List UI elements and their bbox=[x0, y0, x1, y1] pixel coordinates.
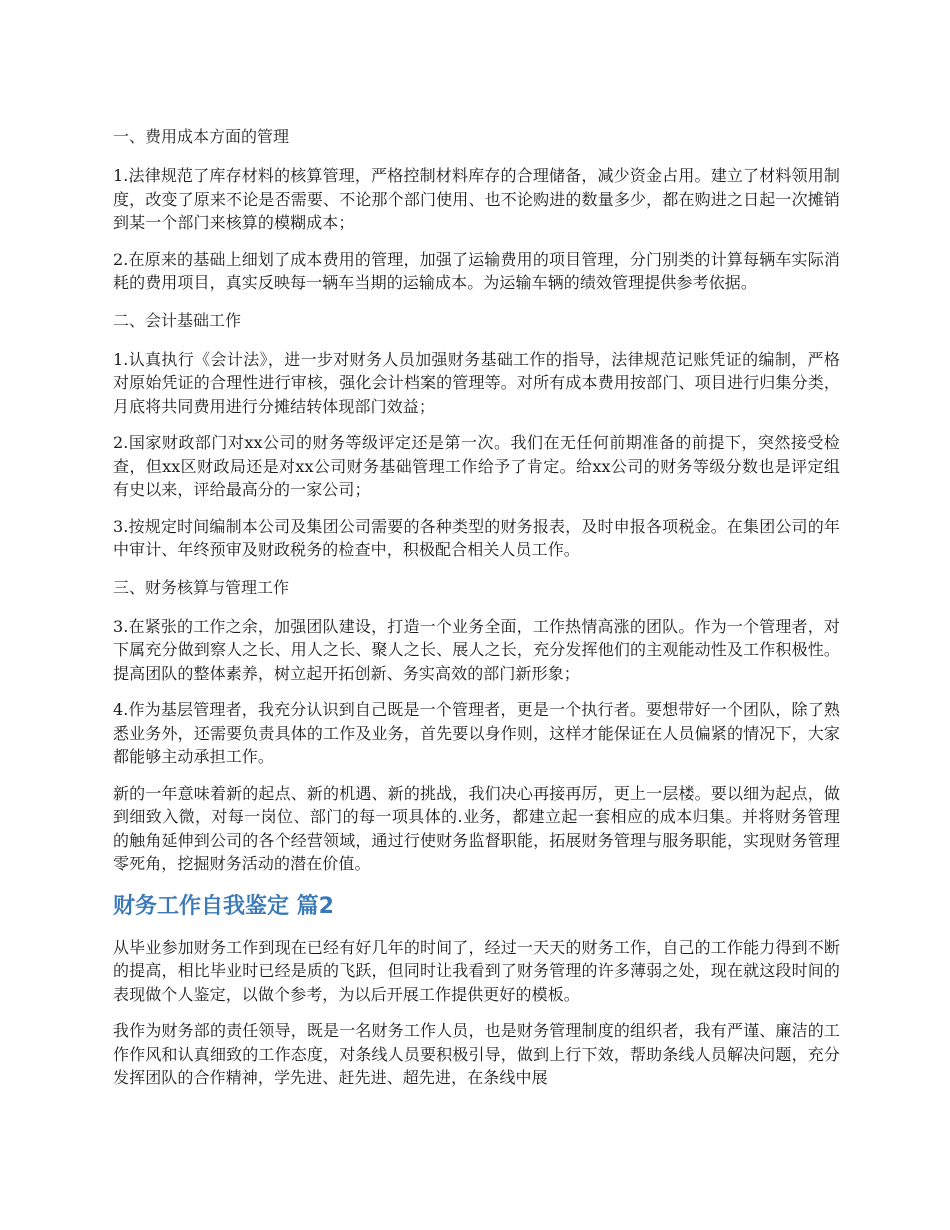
paragraph: 2.国家财政部门对xx公司的财务等级评定还是第一次。我们在无任何前期准备的前提下，突然接受检查，但xx区财政局还是对xx公司财务基础管理工作给予了肯定。给xx公司的财务等级分数也是评定组有史以来，评给最高分的一家公司； bbox=[113, 433, 840, 499]
paragraph: 3.按规定时间编制本公司及集团公司需要的各种类型的财务报表，及时申报各项税金。在集团公司的年中审计、年终预审及财政税务的检查中，积极配合相关人员工作。 bbox=[113, 516, 840, 559]
paragraph: 4.作为基层管理者，我充分认识到自己既是一个管理者，更是一个执行者。要想带好一个团队，除了熟悉业务外，还需要负责具体的工作及业务，首先要以身作则，这样才能保证在人员偏紧的情况下，大家都能够主动承担工作。 bbox=[113, 700, 840, 766]
article-title: 财务工作自我鉴定 篇2 bbox=[113, 893, 334, 919]
paragraph: 1.认真执行《会计法》，进一步对财务人员加强财务基础工作的指导，法律规范记账凭证的编制，严格对原始凭证的合理性进行审核，强化会计档案的管理等。对所有成本费用按部门、项目进行归集分类，月底将共同费用进行分摊结转体现部门效益； bbox=[113, 349, 840, 416]
section-heading-finance-accounting: 三、财务核算与管理工作 bbox=[113, 577, 290, 597]
paragraph: 新的一年意味着新的起点、新的机遇、新的挑战，我们决心再接再厉，更上一层楼。要以细为起点，做到细致入微，对每一岗位、部门的每一项具体的.业务，都建立起一套相应的成本归集。并将财务管理的触角延伸到公司的各个经营领域，通过行使财务监督职能，拓展财务管理与服务职能，实现财务管理零死角，挖掘财务活动的潜在价值。 bbox=[113, 783, 840, 873]
section-heading-accounting-basics: 二、会计基础工作 bbox=[113, 310, 242, 330]
paragraph: 2.在原来的基础上细划了成本费用的管理，加强了运输费用的项目管理，分门别类的计算每辆车实际消耗的费用项目，真实反映每一辆车当期的运输成本。为运输车辆的绩效管理提供参考依据。 bbox=[113, 249, 840, 292]
paragraph: 从毕业参加财务工作到现在已经有好几年的时间了，经过一天天的财务工作，自己的工作能力得到不断的提高，相比毕业时已经是质的飞跃，但同时让我看到了财务管理的许多薄弱之处，现在就这段时间的表现做个人鉴定，以做个参考，为以后开展工作提供更好的模板。 bbox=[113, 937, 840, 1004]
paragraph: 1.法律规范了库存材料的核算管理，严格控制材料库存的合理储备，减少资金占用。建立了材料领用制度，改变了原来不论是否需要、不论那个部门使用、也不论购进的数量多少，都在购进之日起一次摊销到某一个部门来核算的模糊成本； bbox=[113, 166, 840, 232]
section-heading-cost-management: 一、费用成本方面的管理 bbox=[113, 127, 290, 146]
document-page bbox=[113, 124, 840, 1103]
paragraph: 我作为财务部的责任领导，既是一名财务工作人员，也是财务管理制度的组织者，我有严谨、廉洁的工作作风和认真细致的工作态度，对条线人员要积极引导，做到上行下效，帮助条线人员解决问题，充分发挥团队的合作精神，学先进、赶先进、超先进，在条线中展 bbox=[113, 1021, 840, 1087]
paragraph: 3.在紧张的工作之余，加强团队建设，打造一个业务全面，工作热情高涨的团队。作为一个管理者，对下属充分做到察人之长、用人之长、聚人之长、展人之长，充分发挥他们的主观能动性及工作积极性。提高团队的整体素养，树立起开拓创新、务实高效的部门新形象； bbox=[113, 616, 840, 683]
